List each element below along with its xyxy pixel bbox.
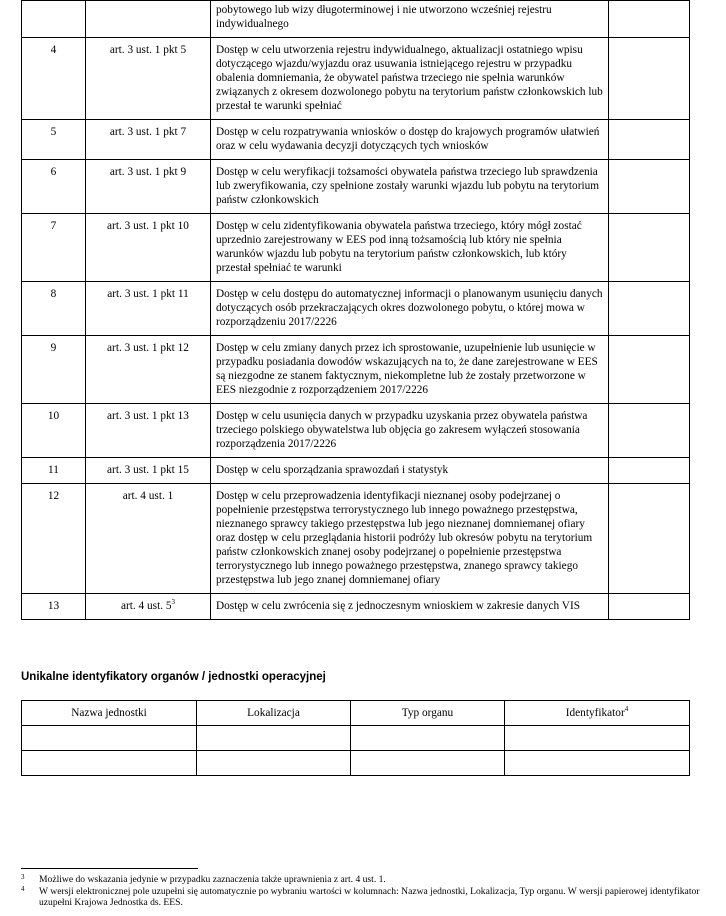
description-cell: Dostęp w celu zwrócenia się z jednoczesnym wnioskiem w zakresie danych VIS [211,594,609,620]
description-cell: Dostęp w celu sporządzania sprawozdań i statystyk [211,458,609,484]
checkbox-cell[interactable] [609,214,690,282]
table-row [22,160,690,214]
identifier-label: Identyfikator [565,707,625,719]
unit-name-cell[interactable] [22,751,197,776]
identifier-cell[interactable] [505,726,690,751]
unit-name-cell[interactable] [22,726,197,751]
checkbox-cell[interactable] [609,594,690,620]
checkbox-cell[interactable] [609,282,690,336]
column-header-identifier [505,701,690,726]
column-header-unit-name: Nazwa jednostki [22,701,197,726]
column-header-location: Lokalizacja [197,701,351,726]
article-cell: art. 3 ust. 1 pkt 7 [86,120,211,160]
row-number-cell: 5 [22,120,86,160]
identifier-row [22,726,690,751]
article-cell: art. 3 ust. 1 pkt 10 [86,214,211,282]
table-row [22,38,690,120]
row-number-cell: 4 [22,38,86,120]
authority-type-cell[interactable] [351,751,505,776]
checkbox-cell[interactable] [609,160,690,214]
description-cell: Dostęp w celu zmiany danych przez ich sprostowanie, uzupełnienie lub usunięcie w przypadku posiadania dowodów wskazujących na to, że dane zarejestrowane w EES są niezgodne ze stanem faktycznym, niekompletne lub że zostały przetworzone w EES niezgodnie z rozporządzeniem 2017/2226 [211,336,609,404]
description-cell: Dostęp w celu utworzenia rejestru indywidualnego, aktualizacji ostatniego wpisu dotyczącego wjazdu/wyjazdu oraz usuwania istniejącego rejestru w przypadku obalenia domniemania, że obywatel państwa trzeciego nie spełnia warunków związanych z okresem dozwolonego pobytu na terytorium państw członkowskich lub przestał te warunki spełniać [211,38,609,120]
identifiers-heading: Unikalne identyfikatory organów / jednostki operacyjnej [21,671,326,683]
checkbox-cell[interactable] [609,38,690,120]
checkbox-cell[interactable] [609,120,690,160]
row-number-cell: 9 [22,336,86,404]
authority-type-cell[interactable] [351,726,505,751]
column-header-authority-type: Typ organu [351,701,505,726]
article-cell [86,1,211,38]
row-number-cell: 12 [22,484,86,594]
article-cell: art. 4 ust. $5^3$ [86,594,211,620]
footnote-4 [21,886,701,909]
footnote-text: Możliwe do wskazania jedynie w przypadku zaznaczenia także uprawnienia z art. 4 ust. 1. [39,874,386,885]
article-cell: art. 3 ust. 1 pkt 5 [86,38,211,120]
description-cell: Dostęp w celu weryfikacji tożsamości obywatela państwa trzeciego lub sprawdzenia lub zweryfikowania, czy spełnione zostały warunki wjazdu lub pobytu na terytorium państw członkowskich [211,160,609,214]
article-cell: art. 3 ust. 1 pkt 11 [86,282,211,336]
identifiers-table-body [22,726,690,776]
row-number-cell: 11 [22,458,86,484]
table-row [22,458,690,484]
description-cell: Dostęp w celu przeprowadzenia identyfikacji nieznanej osoby podejrzanej o popełnienie przestępstwa terrorystycznego lub innego poważnego przestępstwa, nieznanego sprawcy takiego przestępstwa lub jego nieznanej domniemanej ofiary oraz dostęp w celu przeglądania historii podróży lub okresów pobytu na terytorium państw członkowskich znanej osoby podejrzanej o popełnienie przestępstwa terrorystycznego lub innego poważnego przestępstwa, znanego sprawcy takiego przestępstwa lub jego znanej domniemanej ofiary [211,484,609,594]
footnote-mark: 3 [21,873,25,881]
description-cell: pobytowego lub wizy długoterminowej i nie utworzono wcześniej rejestru indywidualnego [211,1,609,38]
row-number-cell [22,1,86,38]
location-cell[interactable] [197,726,351,751]
article-cell: art. 3 ust. 1 pkt 15 [86,458,211,484]
article-cell: art. 3 ust. 1 pkt 9 [86,160,211,214]
footnote-separator [21,868,198,869]
checkbox-cell[interactable] [609,458,690,484]
location-cell[interactable] [197,751,351,776]
checkbox-cell[interactable] [609,404,690,458]
permissions-table [21,0,690,620]
table-row [22,120,690,160]
article-cell: art. 4 ust. 1 [86,484,211,594]
footnote-mark: 4 [21,884,25,893]
footnote-ref-3: 3 [171,598,176,607]
footnote-ref-4: 4 [624,705,629,714]
identifiers-header-row [22,701,690,726]
table-row [22,404,690,458]
row-number-cell: 10 [22,404,86,458]
row-number-cell: 13 [22,594,86,620]
footnote-text: W wersji elektronicznej pole uzupełni się automatycznie po wybraniu wartości w kolumnach: Nazwa jednostki, Lokalizacja, Typ organu. W wersji papierowej identyfikator uzupełni Krajowa Jednostka ds. EES. [39,885,700,908]
checkbox-cell[interactable] [609,484,690,594]
table-row [22,336,690,404]
checkbox-cell[interactable] [609,1,690,38]
table-row [22,594,690,620]
permissions-table-body [22,1,690,620]
row-number-cell: 6 [22,160,86,214]
row-number-cell: 7 [22,214,86,282]
row-number-cell: 8 [22,282,86,336]
description-cell: Dostęp w celu dostępu do automatycznej informacji o planowanym usunięciu danych dotyczących osób przekraczających okres dozwolonego pobytu, o której mowa w rozporządzeniu 2017/2226 [211,282,609,336]
description-cell: Dostęp w celu rozpatrywania wniosków o dostęp do krajowych programów ułatwień oraz w celu wydawania decyzji dotyczących tych wniosków [211,120,609,160]
checkbox-cell[interactable] [609,336,690,404]
description-cell: Dostęp w celu usunięcia danych w przypadku uzyskania przez obywatela państwa trzeciego polskiego obywatelstwa lub objęcia go zakresem wyłączeń stosowania rozporządzenia 2017/2226 [211,404,609,458]
identifier-cell[interactable] [505,751,690,776]
identifiers-table [21,700,690,776]
footnotes [21,874,701,909]
table-row [22,282,690,336]
description-cell: Dostęp w celu zidentyfikowania obywatela państwa trzeciego, który mógł zostać uprzednio zarejestrowany w EES pod inną tożsamością lub który nie spełnia warunków wjazdu lub pobytu na terytorium państw członkowskich, lub który przestał spełniać te warunki [211,214,609,282]
article-cell: art. 3 ust. 1 pkt 12 [86,336,211,404]
article-cell: art. 3 ust. 1 pkt 13 [86,404,211,458]
table-row [22,484,690,594]
table-row [22,214,690,282]
identifier-row [22,751,690,776]
footnote-3 [21,874,701,886]
table-row [22,1,690,38]
